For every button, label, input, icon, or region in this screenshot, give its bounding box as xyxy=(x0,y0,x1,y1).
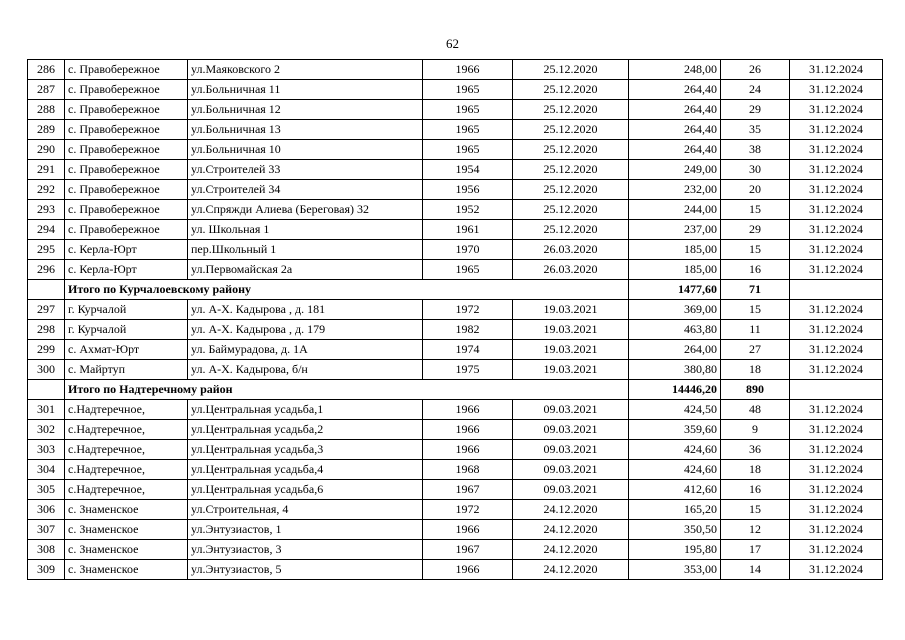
row-number: 297 xyxy=(28,300,65,320)
street-address-cell: ул.Больничная 12 xyxy=(188,100,423,120)
row-number: 308 xyxy=(28,540,65,560)
table-row xyxy=(28,560,883,580)
date-cell: 26.03.2020 xyxy=(513,240,629,260)
settlement-cell: с. Знаменское xyxy=(65,520,188,540)
street-address-cell: ул.Центральная усадьба,2 xyxy=(188,420,423,440)
settlement-cell: с. Правобережное xyxy=(65,100,188,120)
residents-cell: 16 xyxy=(721,480,790,500)
build-year-cell: 1966 xyxy=(423,440,513,460)
residents-cell: 9 xyxy=(721,420,790,440)
street-address-cell: ул.Энтузиастов, 5 xyxy=(188,560,423,580)
area-cell: 185,00 xyxy=(629,260,721,280)
table-row xyxy=(28,420,883,440)
residents-cell: 38 xyxy=(721,140,790,160)
table-row xyxy=(28,440,883,460)
total-label: Итого по Надтеречному район xyxy=(65,380,629,400)
area-cell: 424,60 xyxy=(629,460,721,480)
table-row xyxy=(28,120,883,140)
date-cell: 25.12.2020 xyxy=(513,100,629,120)
area-cell: 353,00 xyxy=(629,560,721,580)
area-cell: 369,00 xyxy=(629,300,721,320)
build-year-cell: 1982 xyxy=(423,320,513,340)
build-year-cell: 1961 xyxy=(423,220,513,240)
street-address-cell: ул.Больничная 10 xyxy=(188,140,423,160)
build-year-cell: 1954 xyxy=(423,160,513,180)
residents-cell: 26 xyxy=(721,60,790,80)
street-address-cell: ул.Энтузиастов, 1 xyxy=(188,520,423,540)
total-area-cell: 14446,20 xyxy=(629,380,721,400)
row-number: 303 xyxy=(28,440,65,460)
residents-cell: 36 xyxy=(721,440,790,460)
street-address-cell: ул. Баймурадова, д. 1А xyxy=(188,340,423,360)
date-cell: 25.12.2020 xyxy=(513,60,629,80)
date-cell: 24.12.2020 xyxy=(513,540,629,560)
table-row xyxy=(28,240,883,260)
row-number: 286 xyxy=(28,60,65,80)
table-row xyxy=(28,540,883,560)
area-cell: 264,00 xyxy=(629,340,721,360)
street-address-cell: ул. Школьная 1 xyxy=(188,220,423,240)
date-cell: 24.12.2020 xyxy=(513,560,629,580)
residents-cell: 11 xyxy=(721,320,790,340)
build-year-cell: 1966 xyxy=(423,60,513,80)
area-cell: 249,00 xyxy=(629,160,721,180)
settlement-cell: г. Курчалой xyxy=(65,300,188,320)
build-year-cell: 1965 xyxy=(423,100,513,120)
date-cell: 25.12.2020 xyxy=(513,120,629,140)
residents-cell: 15 xyxy=(721,300,790,320)
street-address-cell: ул.Центральная усадьба,4 xyxy=(188,460,423,480)
row-number xyxy=(28,380,65,400)
date-cell: 25.12.2020 xyxy=(513,80,629,100)
settlement-cell: с. Знаменское xyxy=(65,540,188,560)
row-number: 289 xyxy=(28,120,65,140)
table-row xyxy=(28,500,883,520)
area-cell: 359,60 xyxy=(629,420,721,440)
street-address-cell: ул. А-Х. Кадырова, б/н xyxy=(188,360,423,380)
deadline-cell: 31.12.2024 xyxy=(790,300,883,320)
area-cell: 244,00 xyxy=(629,200,721,220)
residents-cell: 18 xyxy=(721,460,790,480)
settlement-cell: с. Ахмат-Юрт xyxy=(65,340,188,360)
area-cell: 412,60 xyxy=(629,480,721,500)
row-number: 294 xyxy=(28,220,65,240)
row-number: 304 xyxy=(28,460,65,480)
date-cell: 24.12.2020 xyxy=(513,520,629,540)
build-year-cell: 1967 xyxy=(423,540,513,560)
date-cell: 25.12.2020 xyxy=(513,180,629,200)
date-cell: 19.03.2021 xyxy=(513,340,629,360)
date-cell: 09.03.2021 xyxy=(513,480,629,500)
date-cell: 25.12.2020 xyxy=(513,220,629,240)
deadline-cell: 31.12.2024 xyxy=(790,440,883,460)
settlement-cell: с.Надтеречное, xyxy=(65,420,188,440)
area-cell: 264,40 xyxy=(629,140,721,160)
date-cell: 09.03.2021 xyxy=(513,440,629,460)
area-cell: 232,00 xyxy=(629,180,721,200)
deadline-cell: 31.12.2024 xyxy=(790,220,883,240)
row-number: 296 xyxy=(28,260,65,280)
street-address-cell: ул.Строительная, 4 xyxy=(188,500,423,520)
area-cell: 264,40 xyxy=(629,120,721,140)
row-number: 293 xyxy=(28,200,65,220)
table-row xyxy=(28,220,883,240)
settlement-cell: с. Знаменское xyxy=(65,500,188,520)
date-cell: 09.03.2021 xyxy=(513,420,629,440)
row-number: 301 xyxy=(28,400,65,420)
build-year-cell: 1974 xyxy=(423,340,513,360)
deadline-cell: 31.12.2024 xyxy=(790,400,883,420)
area-cell: 237,00 xyxy=(629,220,721,240)
build-year-cell: 1967 xyxy=(423,480,513,500)
residents-cell: 20 xyxy=(721,180,790,200)
settlement-cell: с. Правобережное xyxy=(65,140,188,160)
area-cell: 380,80 xyxy=(629,360,721,380)
table-row xyxy=(28,100,883,120)
table-row xyxy=(28,200,883,220)
settlement-cell: с.Надтеречное, xyxy=(65,480,188,500)
street-address-cell: ул.Первомайская 2а xyxy=(188,260,423,280)
date-cell: 25.12.2020 xyxy=(513,140,629,160)
street-address-cell: ул.Энтузиастов, 3 xyxy=(188,540,423,560)
row-number: 306 xyxy=(28,500,65,520)
table-row xyxy=(28,80,883,100)
area-cell: 248,00 xyxy=(629,60,721,80)
settlement-cell: с. Майртуп xyxy=(65,360,188,380)
residents-cell: 24 xyxy=(721,80,790,100)
build-year-cell: 1966 xyxy=(423,560,513,580)
table-row xyxy=(28,60,883,80)
table-row xyxy=(28,180,883,200)
row-number: 300 xyxy=(28,360,65,380)
area-cell: 195,80 xyxy=(629,540,721,560)
deadline-cell xyxy=(790,280,883,300)
settlement-cell: с.Надтеречное, xyxy=(65,440,188,460)
table-row xyxy=(28,360,883,380)
settlement-cell: с. Знаменское xyxy=(65,560,188,580)
deadline-cell: 31.12.2024 xyxy=(790,360,883,380)
residents-cell: 14 xyxy=(721,560,790,580)
deadline-cell: 31.12.2024 xyxy=(790,460,883,480)
date-cell: 19.03.2021 xyxy=(513,360,629,380)
area-cell: 463,80 xyxy=(629,320,721,340)
table-row xyxy=(28,400,883,420)
row-number xyxy=(28,280,65,300)
deadline-cell: 31.12.2024 xyxy=(790,420,883,440)
date-cell: 25.12.2020 xyxy=(513,160,629,180)
build-year-cell: 1965 xyxy=(423,140,513,160)
deadline-cell: 31.12.2024 xyxy=(790,200,883,220)
build-year-cell: 1956 xyxy=(423,180,513,200)
total-label: Итого по Курчалоевскому району xyxy=(65,280,629,300)
build-year-cell: 1972 xyxy=(423,300,513,320)
table-row xyxy=(28,260,883,280)
build-year-cell: 1966 xyxy=(423,400,513,420)
row-number: 299 xyxy=(28,340,65,360)
total-residents-cell: 890 xyxy=(721,380,790,400)
date-cell: 19.03.2021 xyxy=(513,320,629,340)
deadline-cell: 31.12.2024 xyxy=(790,260,883,280)
residents-cell: 48 xyxy=(721,400,790,420)
row-number: 292 xyxy=(28,180,65,200)
area-cell: 165,20 xyxy=(629,500,721,520)
street-address-cell: ул.Строителей 33 xyxy=(188,160,423,180)
deadline-cell: 31.12.2024 xyxy=(790,120,883,140)
row-number: 307 xyxy=(28,520,65,540)
date-cell: 19.03.2021 xyxy=(513,300,629,320)
deadline-cell: 31.12.2024 xyxy=(790,520,883,540)
residents-cell: 29 xyxy=(721,220,790,240)
area-cell: 350,50 xyxy=(629,520,721,540)
deadline-cell: 31.12.2024 xyxy=(790,560,883,580)
residents-cell: 17 xyxy=(721,540,790,560)
street-address-cell: ул. А-Х. Кадырова , д. 181 xyxy=(188,300,423,320)
area-cell: 424,50 xyxy=(629,400,721,420)
deadline-cell: 31.12.2024 xyxy=(790,340,883,360)
total-residents-cell: 71 xyxy=(721,280,790,300)
build-year-cell: 1966 xyxy=(423,420,513,440)
residents-cell: 27 xyxy=(721,340,790,360)
residents-cell: 29 xyxy=(721,100,790,120)
deadline-cell: 31.12.2024 xyxy=(790,240,883,260)
settlement-cell: с. Керла-Юрт xyxy=(65,260,188,280)
table-row xyxy=(28,160,883,180)
settlement-cell: с.Надтеречное, xyxy=(65,460,188,480)
area-cell: 264,40 xyxy=(629,100,721,120)
deadline-cell: 31.12.2024 xyxy=(790,100,883,120)
row-number: 309 xyxy=(28,560,65,580)
deadline-cell: 31.12.2024 xyxy=(790,480,883,500)
table-row xyxy=(28,480,883,500)
settlement-cell: с. Правобережное xyxy=(65,120,188,140)
residents-cell: 15 xyxy=(721,500,790,520)
build-year-cell: 1975 xyxy=(423,360,513,380)
residents-cell: 35 xyxy=(721,120,790,140)
build-year-cell: 1966 xyxy=(423,520,513,540)
area-cell: 185,00 xyxy=(629,240,721,260)
area-cell: 264,40 xyxy=(629,80,721,100)
date-cell: 26.03.2020 xyxy=(513,260,629,280)
deadline-cell: 31.12.2024 xyxy=(790,140,883,160)
date-cell: 09.03.2021 xyxy=(513,460,629,480)
residents-cell: 30 xyxy=(721,160,790,180)
row-number: 302 xyxy=(28,420,65,440)
date-cell: 09.03.2021 xyxy=(513,400,629,420)
page-number: 62 xyxy=(446,36,459,51)
area-cell: 424,60 xyxy=(629,440,721,460)
street-address-cell: ул.Центральная усадьба,1 xyxy=(188,400,423,420)
row-number: 288 xyxy=(28,100,65,120)
total-area-cell: 1477,60 xyxy=(629,280,721,300)
table-row xyxy=(28,460,883,480)
settlement-cell: с.Надтеречное, xyxy=(65,400,188,420)
street-address-cell: ул.Строителей 34 xyxy=(188,180,423,200)
deadline-cell: 31.12.2024 xyxy=(790,540,883,560)
street-address-cell: ул. А-Х. Кадырова , д. 179 xyxy=(188,320,423,340)
build-year-cell: 1968 xyxy=(423,460,513,480)
residents-cell: 16 xyxy=(721,260,790,280)
deadline-cell: 31.12.2024 xyxy=(790,80,883,100)
residents-cell: 15 xyxy=(721,240,790,260)
build-year-cell: 1972 xyxy=(423,500,513,520)
settlement-cell: с. Керла-Юрт xyxy=(65,240,188,260)
table-row xyxy=(28,520,883,540)
street-address-cell: ул.Спряжди Алиева (Береговая) 32 xyxy=(188,200,423,220)
deadline-cell: 31.12.2024 xyxy=(790,60,883,80)
deadline-cell: 31.12.2024 xyxy=(790,500,883,520)
table-row xyxy=(28,140,883,160)
row-number: 287 xyxy=(28,80,65,100)
housing-register-table xyxy=(27,59,883,580)
street-address-cell: ул.Центральная усадьба,3 xyxy=(188,440,423,460)
row-number: 290 xyxy=(28,140,65,160)
build-year-cell: 1965 xyxy=(423,80,513,100)
settlement-cell: с. Правобережное xyxy=(65,160,188,180)
residents-cell: 18 xyxy=(721,360,790,380)
street-address-cell: ул.Больничная 11 xyxy=(188,80,423,100)
settlement-cell: с. Правобережное xyxy=(65,200,188,220)
settlement-cell: с. Правобережное xyxy=(65,60,188,80)
row-number: 298 xyxy=(28,320,65,340)
street-address-cell: ул.Центральная усадьба,6 xyxy=(188,480,423,500)
district-total-row xyxy=(28,280,883,300)
build-year-cell: 1965 xyxy=(423,120,513,140)
deadline-cell xyxy=(790,380,883,400)
row-number: 295 xyxy=(28,240,65,260)
date-cell: 24.12.2020 xyxy=(513,500,629,520)
build-year-cell: 1965 xyxy=(423,260,513,280)
row-number: 291 xyxy=(28,160,65,180)
deadline-cell: 31.12.2024 xyxy=(790,180,883,200)
street-address-cell: пер.Школьный 1 xyxy=(188,240,423,260)
deadline-cell: 31.12.2024 xyxy=(790,160,883,180)
table-row xyxy=(28,340,883,360)
street-address-cell: ул.Маяковского 2 xyxy=(188,60,423,80)
table-row xyxy=(28,320,883,340)
street-address-cell: ул.Больничная 13 xyxy=(188,120,423,140)
settlement-cell: г. Курчалой xyxy=(65,320,188,340)
table-row xyxy=(28,300,883,320)
settlement-cell: с. Правобережное xyxy=(65,80,188,100)
build-year-cell: 1952 xyxy=(423,200,513,220)
row-number: 305 xyxy=(28,480,65,500)
deadline-cell: 31.12.2024 xyxy=(790,320,883,340)
build-year-cell: 1970 xyxy=(423,240,513,260)
residents-cell: 12 xyxy=(721,520,790,540)
residents-cell: 15 xyxy=(721,200,790,220)
settlement-cell: с. Правобережное xyxy=(65,180,188,200)
date-cell: 25.12.2020 xyxy=(513,200,629,220)
district-total-row xyxy=(28,380,883,400)
settlement-cell: с. Правобережное xyxy=(65,220,188,240)
